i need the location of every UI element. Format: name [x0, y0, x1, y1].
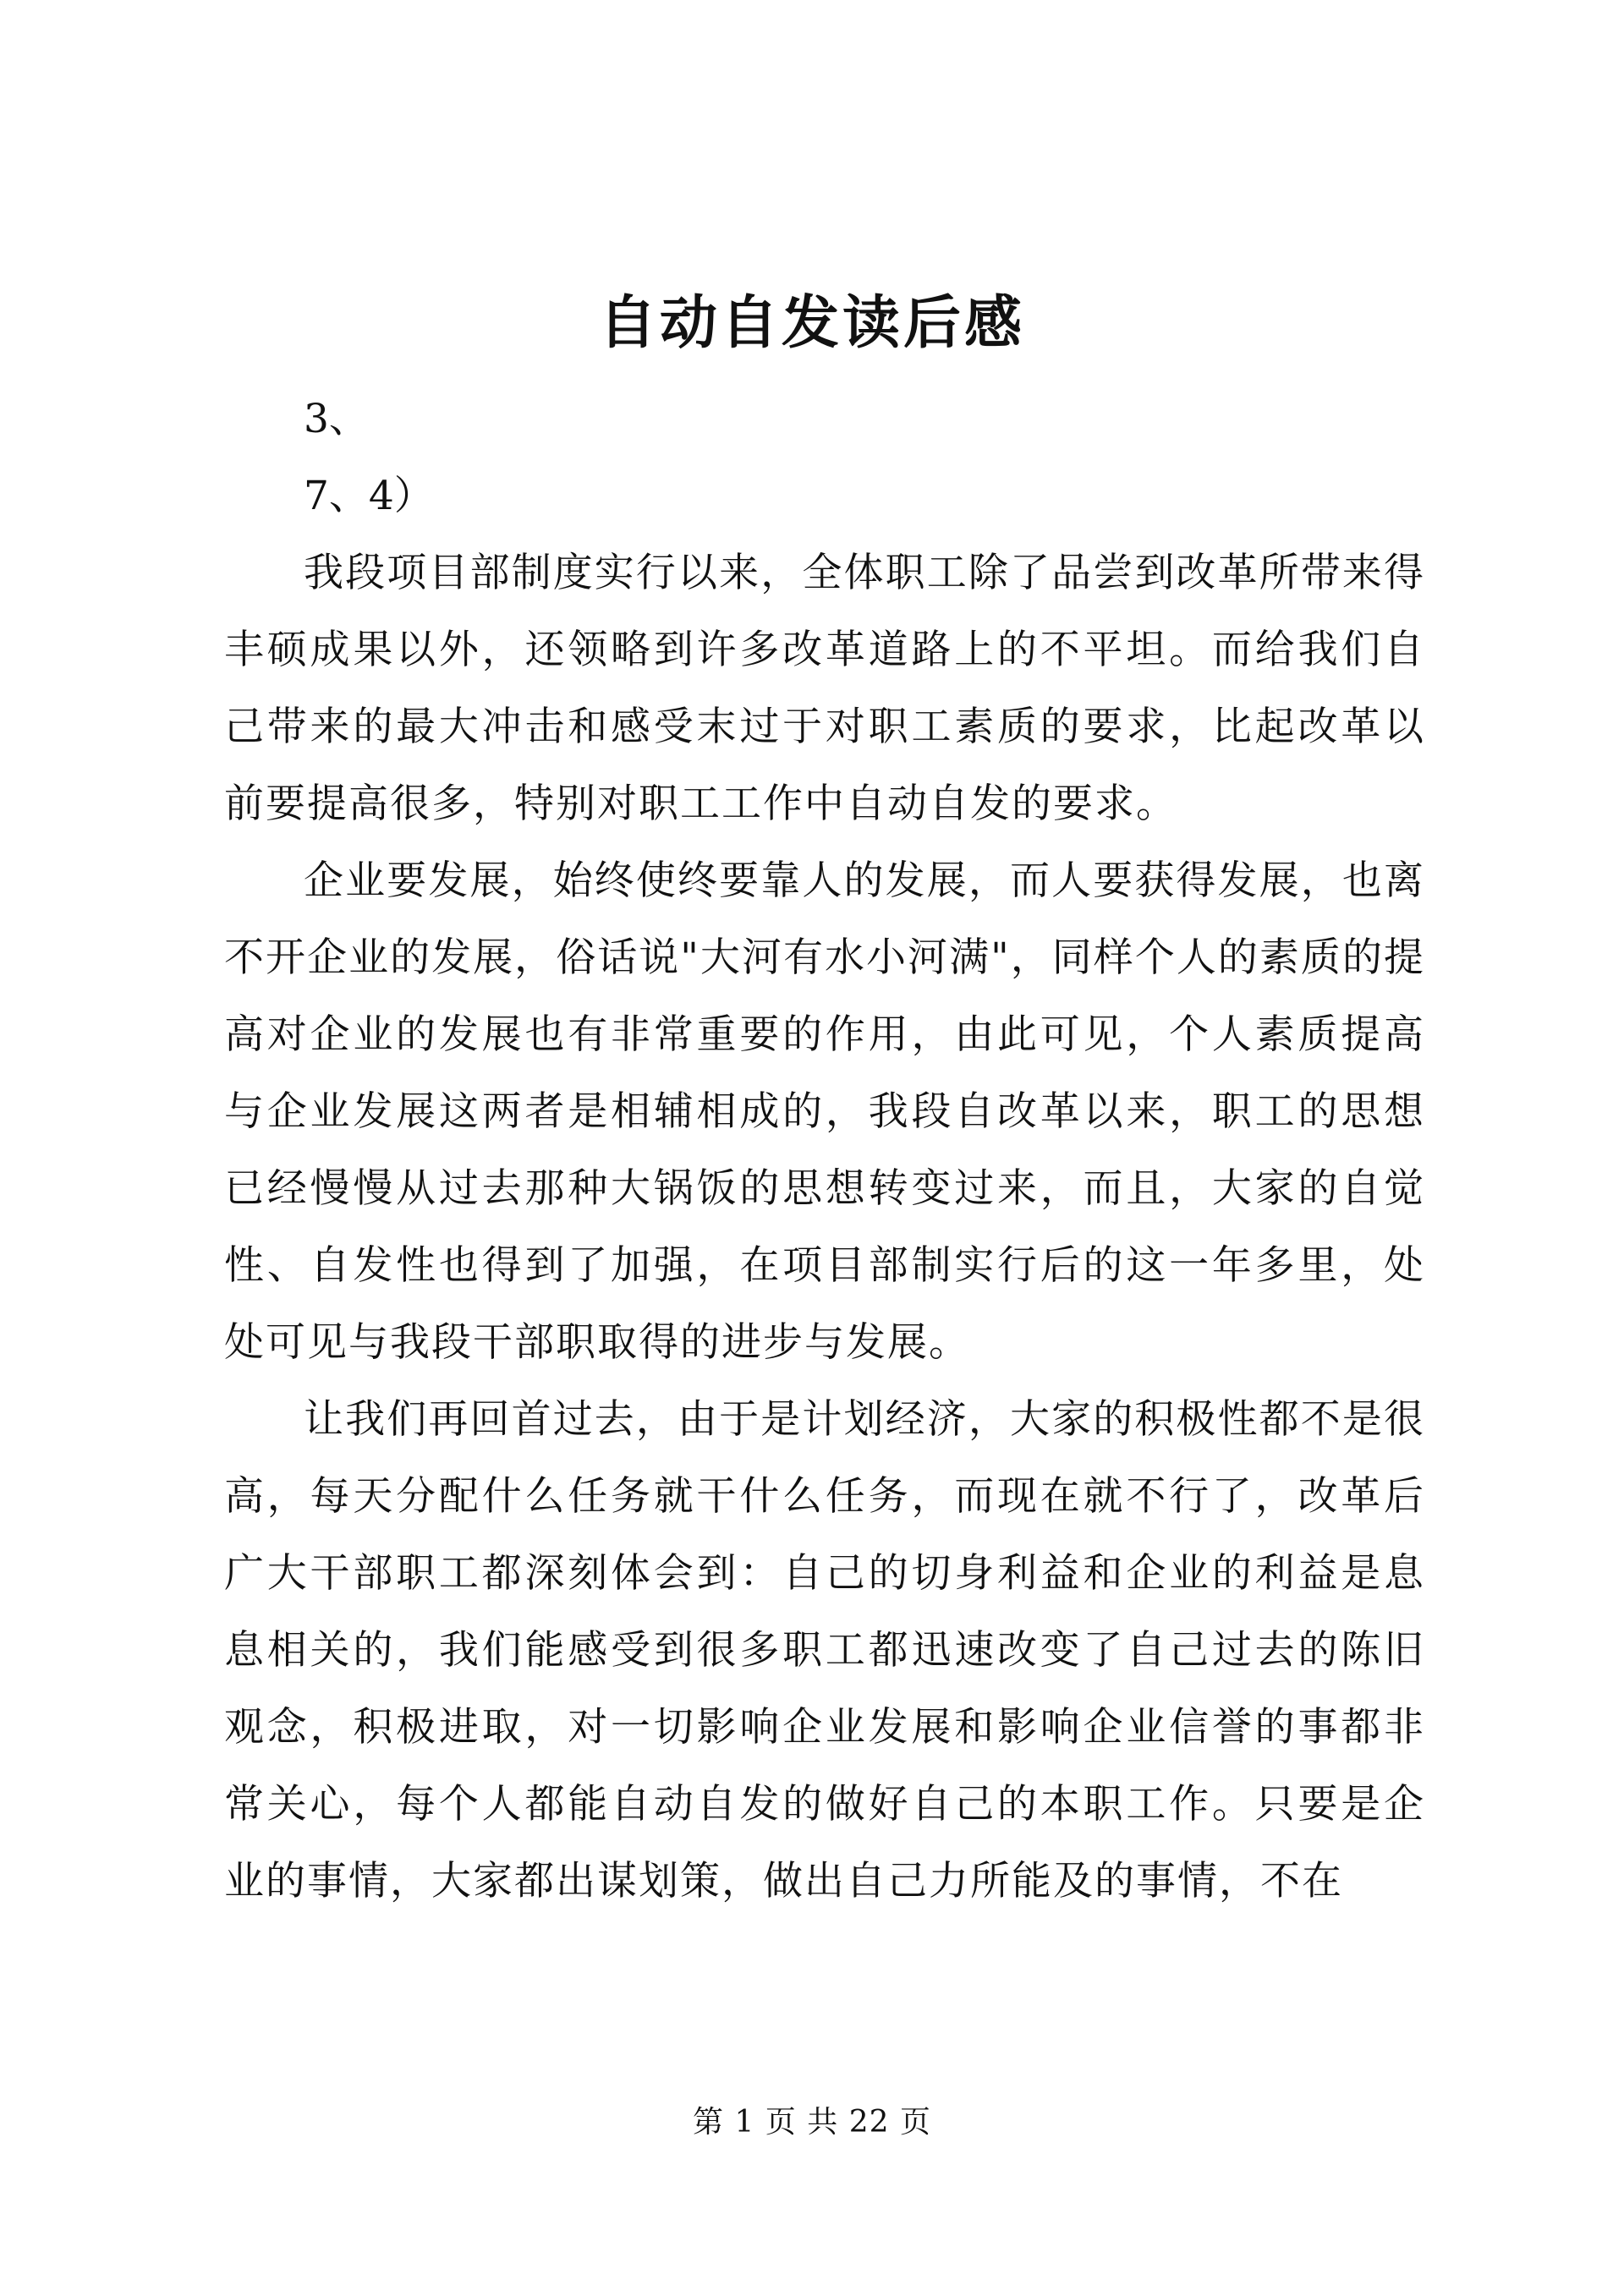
paragraph-1: 我段项目部制度实行以来，全体职工除了品尝到改革所带来得丰硕成果以外，还领略到许多改革道路上的不平坦。而给我们自己带来的最大冲击和感受末过于对职工素质的要求，比起改革以前要提高很多，特别对职工工作中自动自发的要求。: [224, 550, 1425, 827]
document-body: [224, 381, 1425, 1920]
paragraph-2: 企业要发展，始终使终要靠人的发展，而人要获得发展，也离不开企业的发展，俗话说"大河有水小河满"，同样个人的素质的提高对企业的发展也有非常重要的作用，由此可见，个人素质提高与企业发展这两者是相辅相成的，我段自改革以来，职工的思想已经慢慢从过去那种大锅饭的思想转变过来，而且，大家的自觉性、自发性也得到了加强，在项目部制实行后的这一年多里，处处可见与我段干部职取得的进步与发展。: [224, 858, 1425, 1366]
number-line-2: 7、4）: [304, 473, 434, 519]
number-line-1: 3、: [304, 396, 369, 442]
page-footer: 第 1 页 共 22 页: [693, 2105, 931, 2140]
paragraph-3: 让我们再回首过去，由于是计划经济，大家的积极性都不是很高，每天分配什么任务就干什么任务，而现在就不行了，改革后广大干部职工都深刻体会到：自己的切身利益和企业的利益是息息相关的，我们能感受到很多职工都迅速改变了自己过去的陈旧观念，积极进取，对一切影响企业发展和影响企业信誉的事都非常关心，每个人都能自动自发的做好自己的本职工作。只要是企业的事情，大家都出谋划策，做出自己力所能及的事情，不在: [224, 1396, 1425, 1904]
document-title: 自动自发读后感: [598, 289, 1025, 357]
